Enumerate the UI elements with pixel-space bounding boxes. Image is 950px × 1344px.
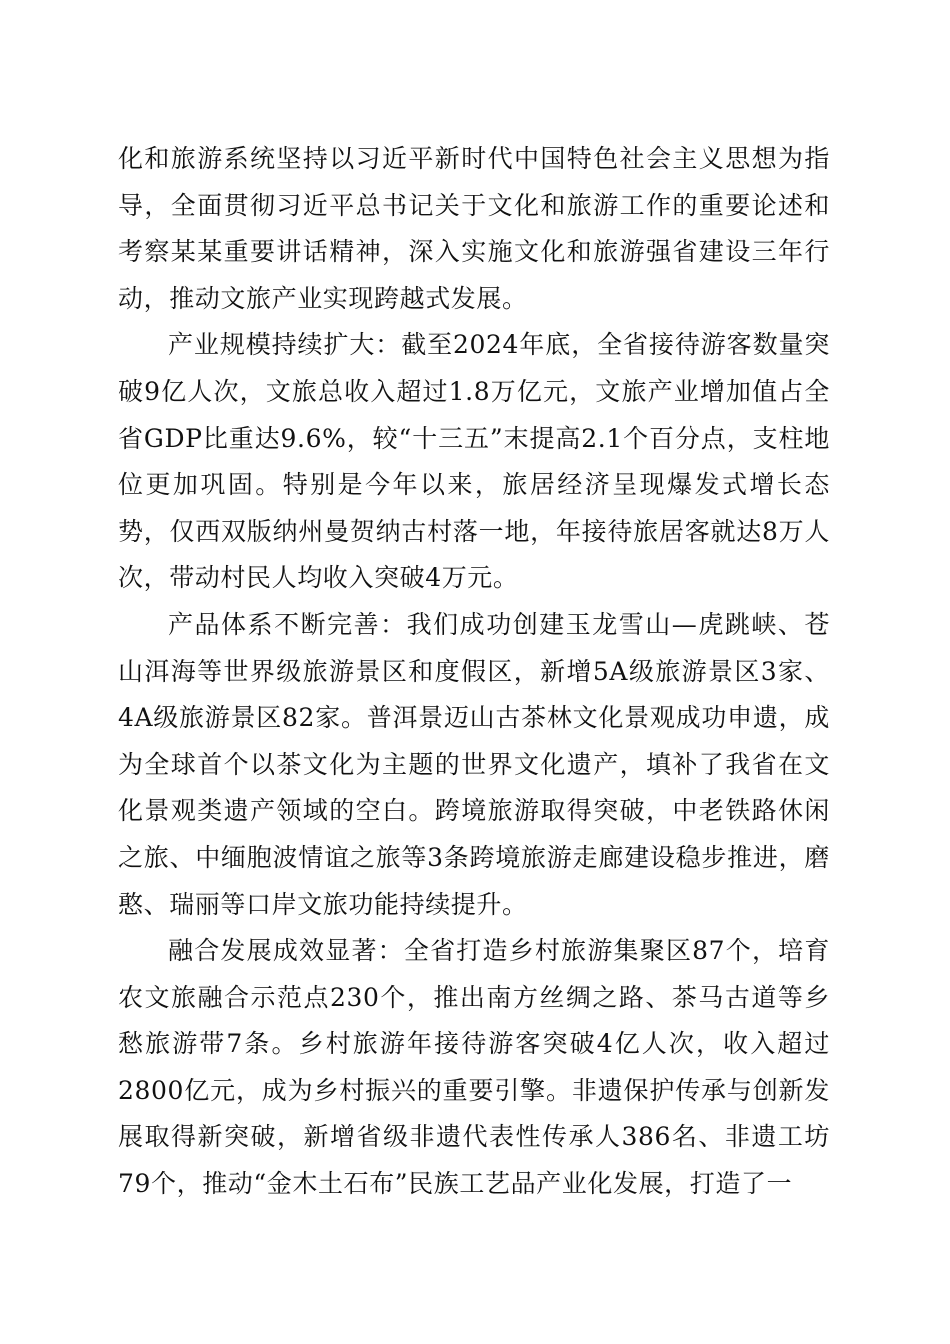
- paragraph-intro-continued: 化和旅游系统坚持以习近平新时代中国特色社会主义思想为指导，全面贯彻习近平总书记关于文化和旅游工作的重要论述和考察某某重要讲话精神，深入实施文化和旅游强省建设三年行动，推动文旅产业实现跨越式发展。: [118, 144, 830, 313]
- paragraph-product-system: 产品体系不断完善：我们成功创建玉龙雪山—虎跳峡、苍山洱海等世界级旅游景区和度假区，新增5A级旅游景区3家、4A级旅游景区82家。普洱景迈山古茶林文化景观成功申遗，成为全球首个以茶文化为主题的世界文化遗产，填补了我省在文化景观类遗产领域的空白。跨境旅游取得突破，中老铁路休闲之旅、中缅胞波情谊之旅等3条跨境旅游走廊建设稳步推进，磨憨、瑞丽等口岸文旅功能持续提升。: [118, 609, 830, 919]
- paragraph-integration-development: 融合发展成效显著：全省打造乡村旅游集聚区87个，培育农文旅融合示范点230个，推出南方丝绸之路、茶马古道等乡愁旅游带7条。乡村旅游年接待游客突破4亿人次，收入超过2800亿元，成为乡村振兴的重要引擎。非遗保护传承与创新发展取得新突破，新增省级非遗代表性传承人386名、非遗工坊79个，推动“金木土石布”民族工艺品产业化发展，打造了一: [118, 936, 830, 1199]
- paragraph-industry-scale: 产业规模持续扩大：截至2024年底，全省接待游客数量突破9亿人次，文旅总收入超过1.8万亿元，文旅产业增加值占全省GDP比重达9.6%，较“十三五”末提高2.1个百分点，支柱地位更加巩固。特别是今年以来，旅居经济呈现爆发式增长态势，仅西双版纳州曼贺纳古村落一地，年接待旅居客就达8万人次，带动村民人均收入突破4万元。: [118, 330, 830, 593]
- document-body: [118, 136, 830, 1208]
